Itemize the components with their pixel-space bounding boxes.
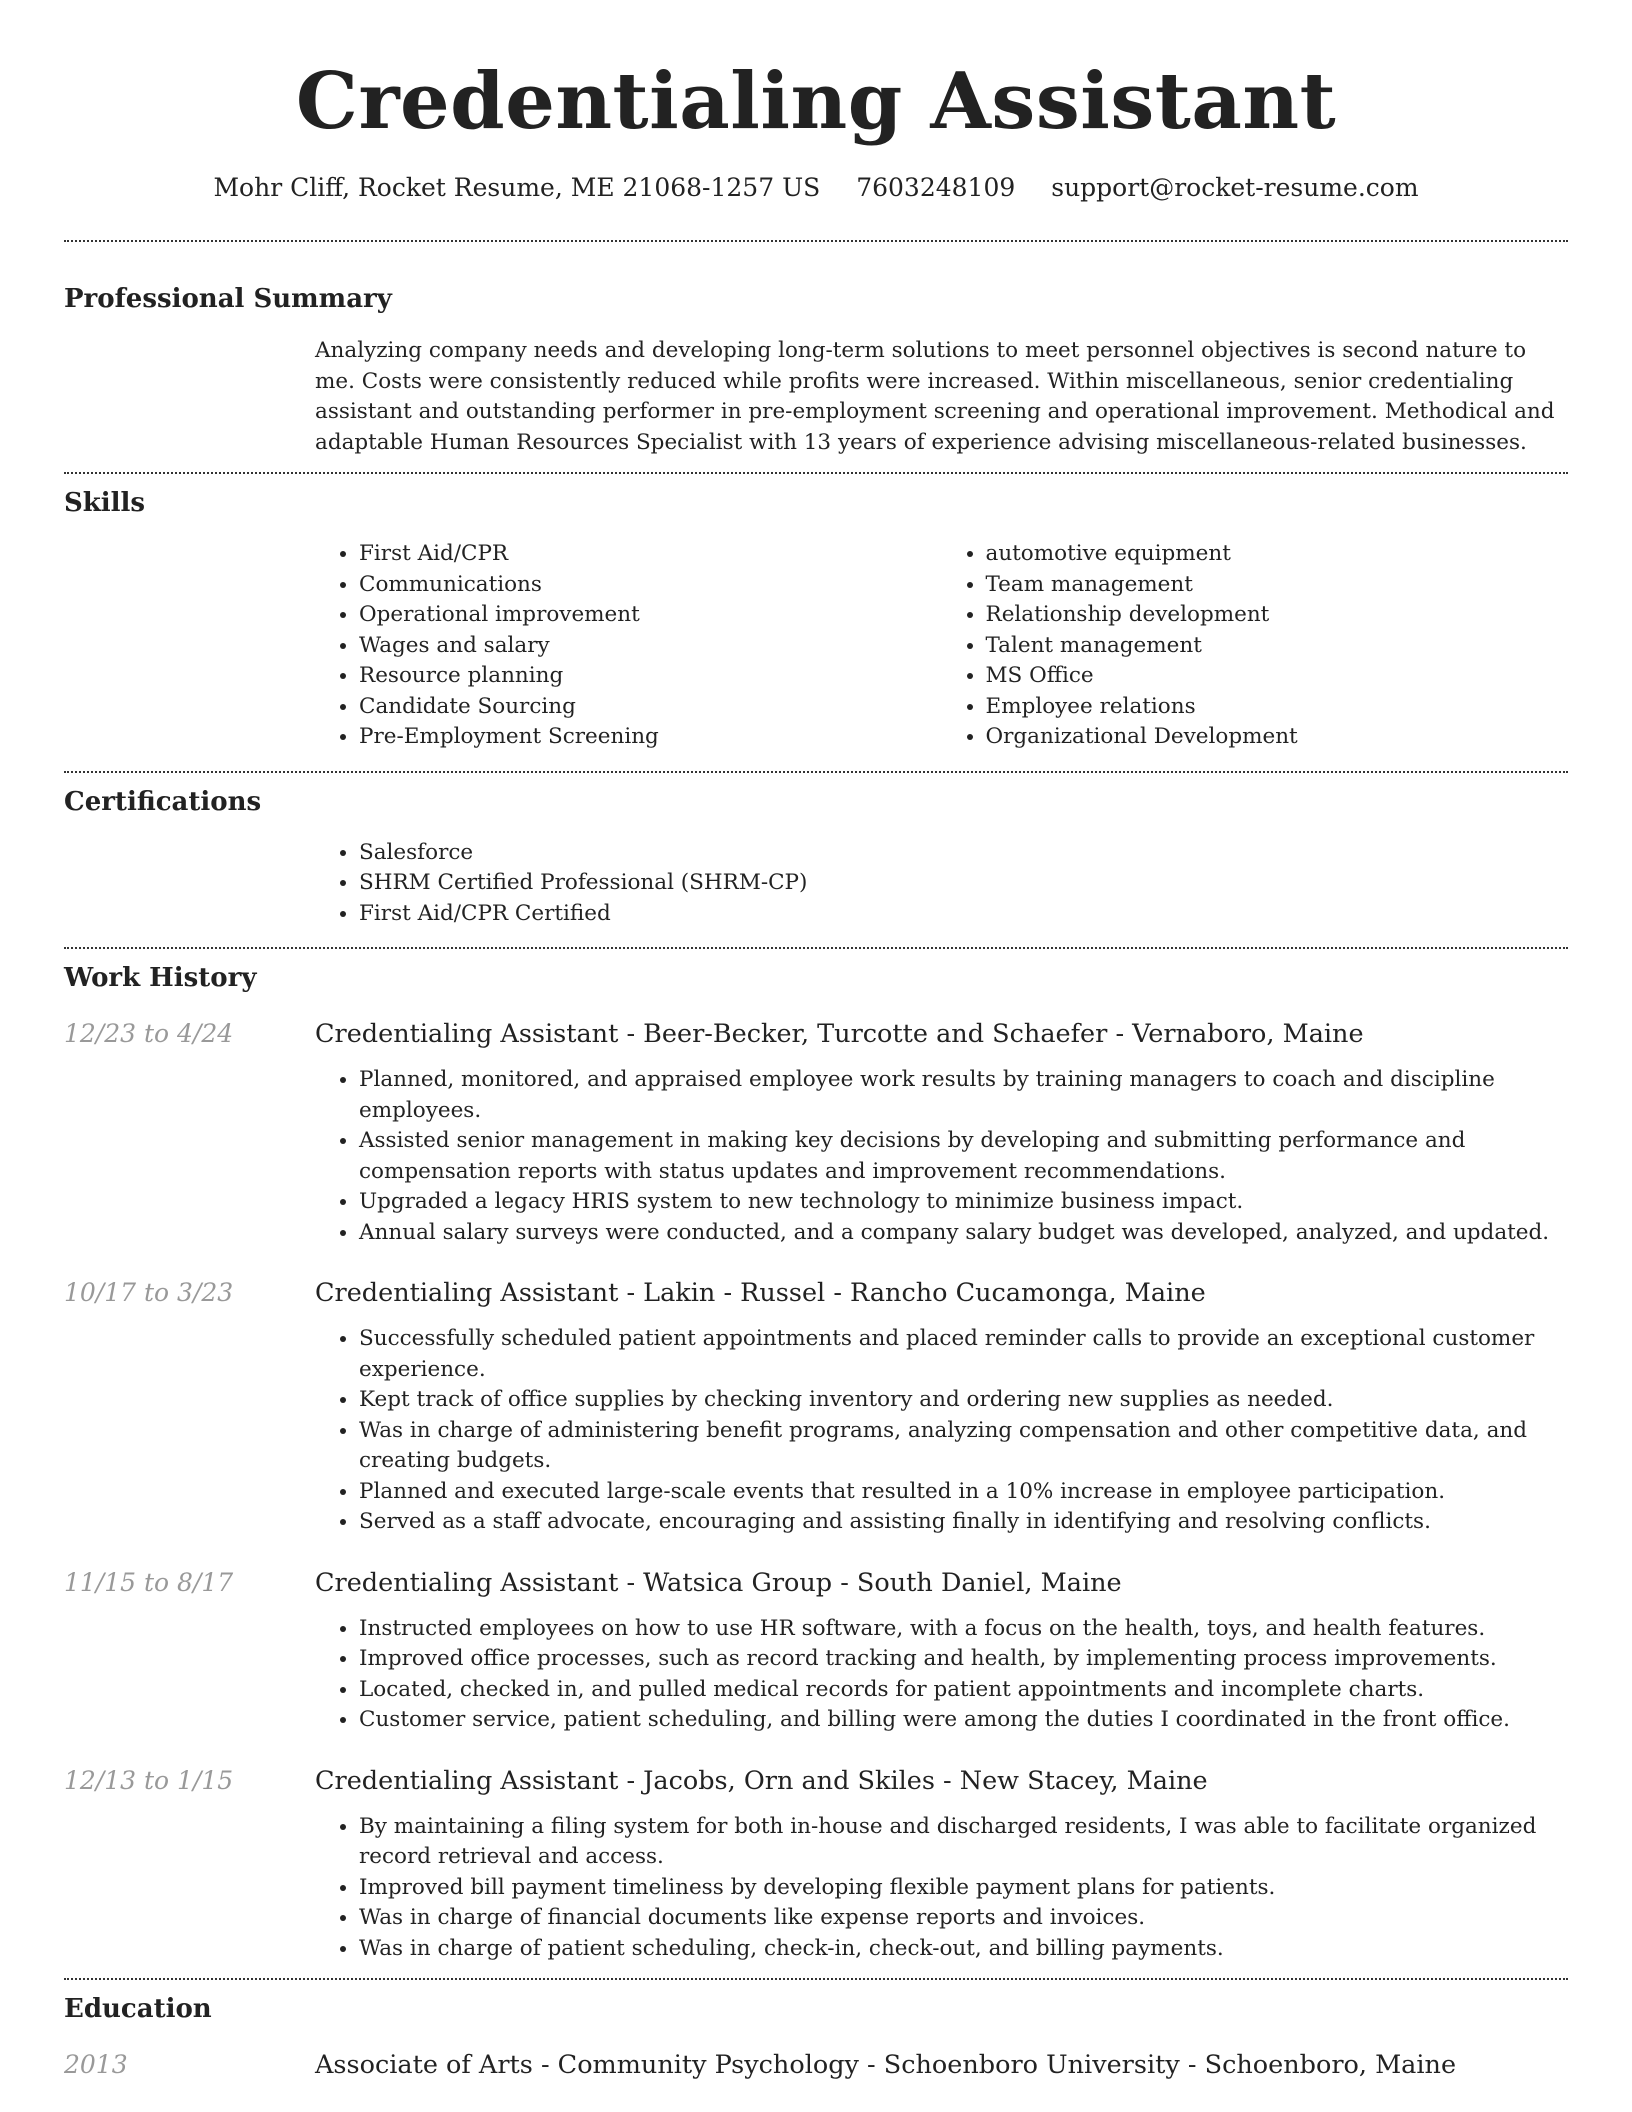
contact-phone: 7603248109 [856,173,1016,202]
skill-item: • Wages and salary [359,631,942,662]
section-heading-education: Education [64,1994,212,2024]
divider [64,771,1568,773]
skill-item: • First Aid/CPR [359,539,942,570]
skill-item: • automotive equipment [986,539,1569,570]
certifications-section [64,785,1568,930]
job-bullet: • Planned and executed large-scale events that resulted in a 10% increase in employee participation. [359,1477,1568,1508]
skill-item: • Employee relations [986,692,1569,723]
job-dates: 10/17 to 3/23 [64,1278,234,1307]
job-bullet: • Was in charge of administering benefit programs, analyzing compensation and other competitive data, and creating budgets. [359,1416,1568,1477]
skills-columns [315,539,1568,753]
education-title: Associate of Arts - Community Psychology - Schoenboro University - Schoenboro, Maine [315,2050,1457,2080]
certifications-list [315,838,1568,930]
job-bullet: • Was in charge of patient scheduling, check-in, check-out, and billing payments. [359,1934,1568,1965]
job-bullet: • Kept track of office supplies by checking inventory and ordering new supplies as needed. [359,1385,1568,1416]
job-bullets [315,1324,1568,1538]
job-entry [64,1276,1568,1538]
education-section [64,1992,1568,2082]
job-entry [64,1764,1568,1965]
skills-section [64,486,1568,753]
job-bullets [315,1614,1568,1736]
job-bullet: • Improved bill payment timeliness by developing flexible payment plans for patients. [359,1873,1568,1904]
summary-section [64,282,1568,458]
skill-item: • Team management [986,570,1569,601]
divider [64,947,1568,949]
section-heading-work-history: Work History [64,963,257,993]
job-bullet: • By maintaining a filing system for both in-house and discharged residents, I was able to facilitate organized record retrieval and access. [359,1812,1568,1873]
skill-item: • Pre-Employment Screening [359,722,942,753]
job-bullet: • Upgraded a legacy HRIS system to new technology to minimize business impact. [359,1187,1568,1218]
education-entry [64,2048,1568,2082]
contact-email: support@rocket-resume.com [1051,173,1419,202]
job-bullet: • Annual salary surveys were conducted, and a company salary budget was developed, analyzed, and updated. [359,1218,1568,1249]
job-bullet: • Successfully scheduled patient appointments and placed reminder calls to provide an exceptional customer experience. [359,1324,1568,1385]
job-bullets [315,1812,1568,1965]
resume-name: Credentialing Assistant [295,56,1337,147]
job-dates: 12/13 to 1/15 [64,1765,234,1795]
job-bullet: • Assisted senior management in making key decisions by developing and submitting performance and compensation reports with status updates and improvement recommendations. [359,1126,1568,1187]
section-heading-summary: Professional Summary [64,284,392,314]
job-bullet: • Planned, monitored, and appraised employee work results by training managers to coach and discipline employees. [359,1065,1568,1126]
job-entry [64,1566,1568,1736]
skill-item: • Talent management [986,631,1569,662]
job-title: Credentialing Assistant - Lakin - Russel - Rancho Cucamonga, Maine [315,1278,1206,1308]
job-bullet: • Located, checked in, and pulled medical records for patient appointments and incomplete charts. [359,1675,1568,1706]
certification-item: • SHRM Certified Professional (SHRM-CP) [359,868,1568,899]
skill-item: • Organizational Development [986,722,1569,753]
job-bullet: • Instructed employees on how to use HR software, with a focus on the health, toys, and health features. [359,1614,1568,1645]
section-heading-skills: Skills [64,488,146,518]
job-dates: 11/15 to 8/17 [64,1567,234,1597]
education-date: 2013 [64,2050,128,2079]
job-title: Credentialing Assistant - Jacobs, Orn and Skiles - New Stacey, Maine [315,1765,1208,1796]
work-history-section [64,961,1568,1964]
divider [64,472,1568,474]
divider [64,240,1568,242]
job-dates: 12/23 to 4/24 [64,1019,234,1048]
skill-item: • Communications [359,570,942,601]
skill-item: • Resource planning [359,661,942,692]
contact-line [64,170,1568,206]
skill-item: • Operational improvement [359,600,942,631]
section-heading-certifications: Certifications [64,786,262,817]
job-bullet: • Customer service, patient scheduling, and billing were among the duties I coordinated in the front office. [359,1705,1568,1736]
skill-item: • Relationship development [986,600,1569,631]
contact-address: Mohr Cliff, Rocket Resume, ME 21068-1257 US [213,173,821,202]
skills-list-right [942,539,1569,753]
job-bullets [315,1065,1568,1248]
certification-item: • Salesforce [359,838,1568,869]
certification-item: • First Aid/CPR Certified [359,899,1568,930]
job-entry [64,1017,1568,1248]
job-title: Credentialing Assistant - Watsica Group - South Daniel, Maine [315,1567,1122,1598]
job-title: Credentialing Assistant - Beer-Becker, Turcotte and Schaefer - Vernaboro, Maine [315,1019,1364,1049]
divider [64,1978,1568,1980]
job-bullet: • Improved office processes, such as record tracking and health, by implementing process improvements. [359,1644,1568,1675]
job-bullet: • Served as a staff advocate, encouraging and assisting finally in identifying and resolving conflicts. [359,1507,1568,1538]
resume-page [64,0,1568,2082]
skill-item: • MS Office [986,661,1569,692]
certifications-content [315,838,1568,930]
summary-text: Analyzing company needs and developing long-term solutions to meet personnel objectives is second nature to me. Costs were consistently reduced while profits were increased. Within miscellaneous, senior credentialing assistant and outstanding performer in pre-employment screening and operational improvement. Methodical and adaptable Human Resources Specialist with 13 years of experience advising miscellaneous-related businesses. [315,338,1555,455]
skills-list-left [315,539,942,753]
job-bullet: • Was in charge of financial documents like expense reports and invoices. [359,1903,1568,1934]
skill-item: • Candidate Sourcing [359,692,942,723]
